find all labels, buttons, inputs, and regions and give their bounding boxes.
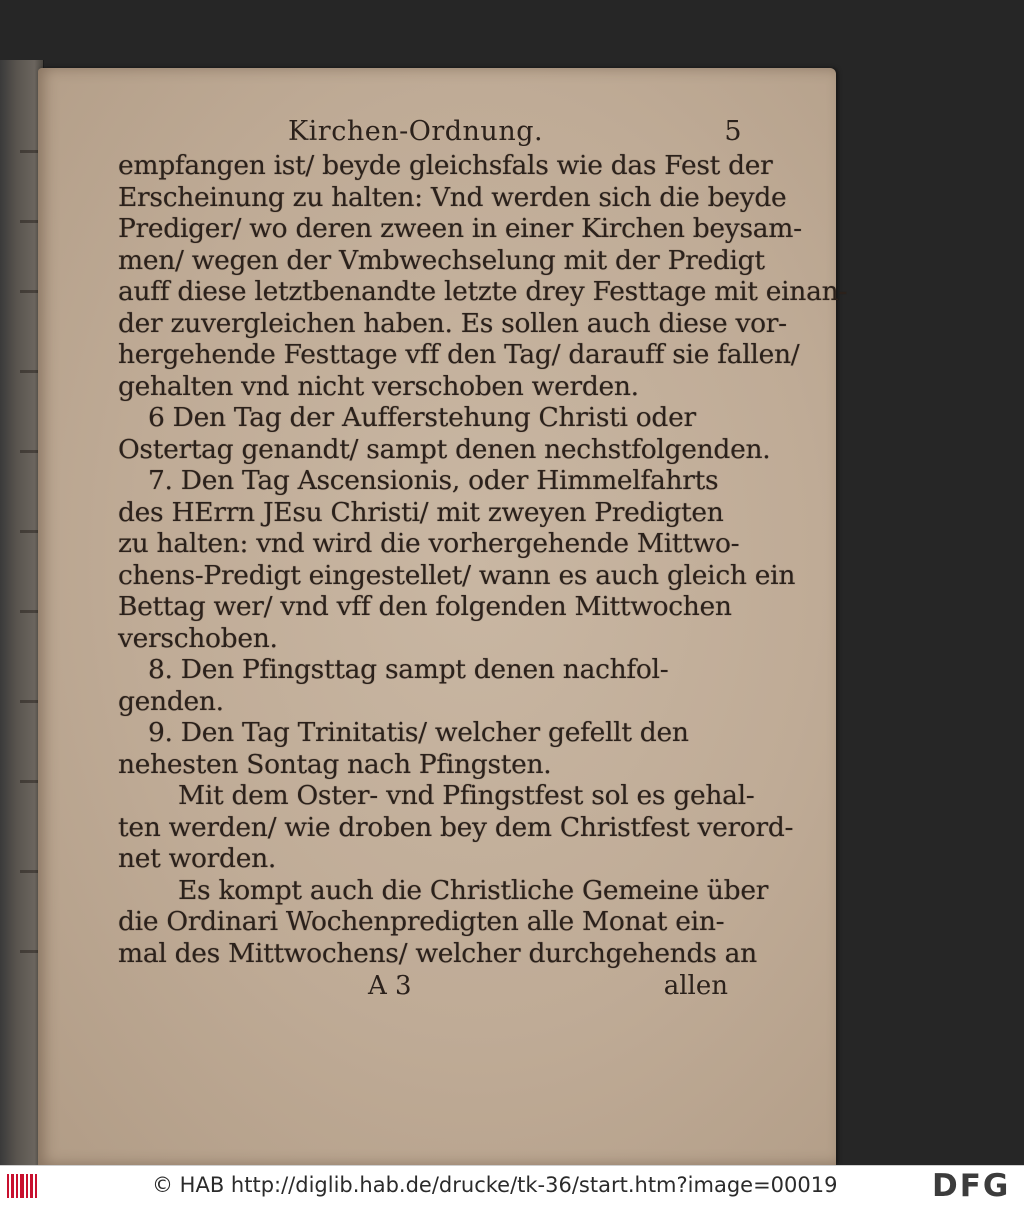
hab-barcode-icon: [6, 1172, 40, 1200]
text-line: des HErrn JEsu Christi/ mit zweyen Predigten: [118, 496, 724, 528]
text-line: empfangen ist/ beyde gleichsfals wie das Fest der: [118, 150, 773, 181]
text-line: men/ wegen der Vmbwechselung mit der Predigt: [118, 244, 765, 276]
text-line: 9. Den Tag Trinitatis/ welcher gefellt den: [148, 717, 689, 748]
text-line: 8. Den Pfingsttag sampt denen nachfol-: [148, 654, 669, 685]
page-footer: [118, 971, 728, 1005]
text-line: nehesten Sontag nach Pfingsten.: [118, 748, 552, 780]
text-line: net worden.: [118, 843, 276, 874]
text-line: gehalten vnd nicht verschoben werden.: [118, 370, 639, 402]
text-line: die Ordinari Wochenpredigten alle Monat ein-: [118, 906, 725, 937]
text-line: chens-Predigt eingestellet/ wann es auch gleich ein: [118, 559, 796, 591]
text-line: ten werden/ wie droben bey dem Christfest verord-: [118, 811, 794, 843]
book-page: [38, 68, 847, 1165]
catchword: allen: [663, 971, 728, 1001]
text-line: zu halten: vnd wird die vorhergehende Mittwo-: [118, 528, 740, 559]
signature-mark: A 3: [368, 971, 412, 1001]
text-line: 6 Den Tag der Aufferstehung Christi oder: [148, 402, 696, 433]
text-line: Erscheinung zu halten: Vnd werden sich die beyde: [118, 181, 787, 213]
dfg-logo-icon: DFG: [932, 1168, 1011, 1204]
text-line: mal des Mittwochens/ welcher durchgehends an: [118, 937, 757, 969]
copyright-url[interactable]: © HAB http://diglib.hab.de/drucke/tk-36/start.htm?image=00019: [152, 1173, 838, 1197]
text-line: 7. Den Tag Ascensionis, oder Himmelfahrts: [148, 465, 719, 496]
text-line: Bettag wer/ vnd vff den folgenden Mittwochen: [118, 591, 732, 622]
page-number: 5: [724, 116, 742, 147]
footer-bar: [0, 1165, 1024, 1205]
text-line: der zuvergleichen haben. Es sollen auch diese vor-: [118, 307, 787, 339]
running-header: [118, 116, 742, 150]
page-text: [118, 116, 847, 1005]
text-line: Prediger/ wo deren zween in einer Kirchen beysam-: [118, 213, 802, 244]
text-line: Ostertag genandt/ sampt denen nechstfolgenden.: [118, 433, 771, 465]
text-line: genden.: [118, 685, 224, 717]
text-line: hergehende Festtage vff den Tag/ darauff sie fallen/: [118, 339, 800, 370]
header-title: Kirchen-Ordnung.: [288, 116, 544, 147]
text-line: Es kompt auch die Christliche Gemeine über: [178, 874, 769, 906]
text-line: Mit dem Oster- vnd Pfingstfest sol es gehal-: [178, 780, 755, 811]
text-line: auff diese letztbenandte letzte drey Festtage mit einan-: [118, 276, 847, 307]
text-line: verschoben.: [118, 622, 278, 654]
